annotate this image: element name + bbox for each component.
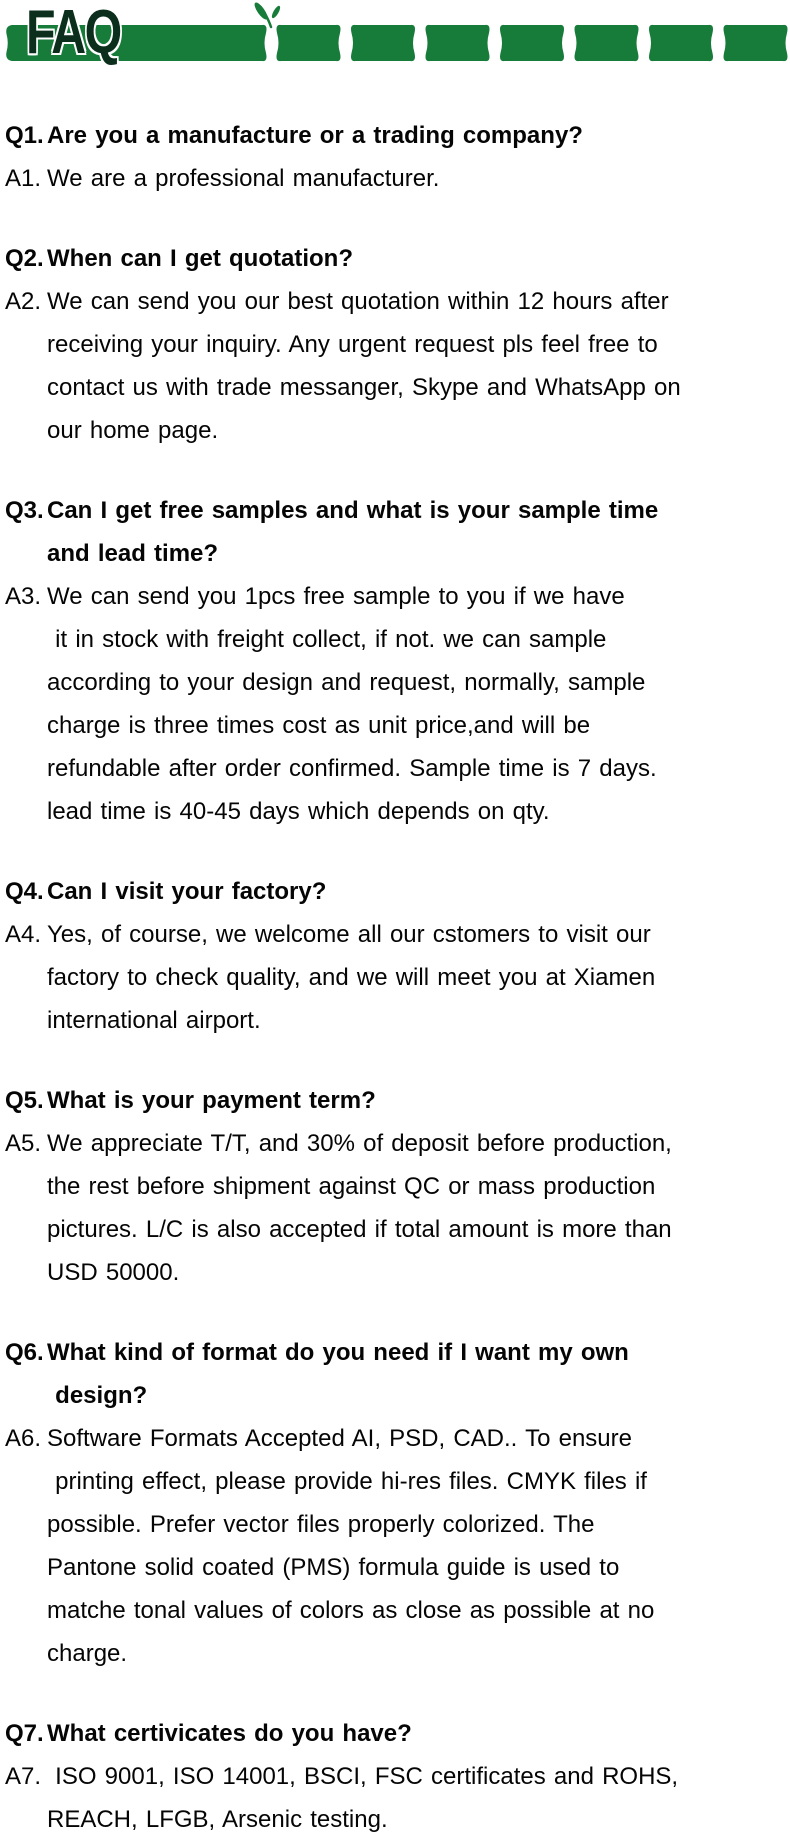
faq-answer bbox=[5, 157, 766, 200]
text-line: Yes, of course, we welcome all our cstomers to visit our bbox=[47, 921, 651, 948]
answer-label: A1. bbox=[5, 165, 42, 192]
faq-question bbox=[5, 237, 766, 280]
bamboo-segment bbox=[426, 25, 490, 61]
text-line: Software Formats Accepted AI, PSD, CAD.. To ensure bbox=[47, 1425, 632, 1452]
bamboo-segment bbox=[724, 25, 788, 61]
text-line: international airport. bbox=[47, 1007, 261, 1034]
text-line: possible. Prefer vector files properly colorized. The bbox=[47, 1511, 595, 1538]
bamboo-segment bbox=[575, 25, 639, 61]
faq-header bbox=[0, 0, 790, 70]
text-line: receiving your inquiry. Any urgent request pls feel free to bbox=[47, 331, 658, 358]
text-line: USD 50000. bbox=[47, 1259, 180, 1286]
text-line: factory to check quality, and we will meet you at Xiamen bbox=[47, 964, 656, 991]
text-line: design? bbox=[47, 1382, 148, 1409]
answer-text bbox=[47, 157, 766, 200]
answer-text bbox=[47, 1122, 766, 1294]
question-label: Q5. bbox=[5, 1087, 44, 1114]
text-line: pictures. L/C is also accepted if total amount is more than bbox=[47, 1216, 672, 1243]
faq-question bbox=[5, 489, 766, 575]
question-text bbox=[47, 1331, 766, 1417]
text-line: lead time is 40-45 days which depends on qty. bbox=[47, 798, 550, 825]
faq-answer bbox=[5, 575, 766, 833]
text-line: We can send you 1pcs free sample to you if we have bbox=[47, 583, 625, 610]
text-line: Can I get free samples and what is your sample time bbox=[47, 497, 659, 524]
answer-label: A2. bbox=[5, 288, 42, 315]
answer-label: A4. bbox=[5, 921, 42, 948]
text-line: contact us with trade messanger, Skype and WhatsApp on bbox=[47, 374, 681, 401]
answer-label: A6. bbox=[5, 1425, 42, 1452]
answer-text bbox=[47, 1755, 766, 1841]
faq-item bbox=[5, 1331, 766, 1675]
question-text bbox=[47, 1079, 766, 1122]
text-line: When can I get quotation? bbox=[47, 245, 353, 272]
faq-title: FAQ bbox=[26, 0, 121, 67]
faq-answer bbox=[5, 1755, 766, 1841]
faq-item bbox=[5, 1079, 766, 1294]
faq-question bbox=[5, 1712, 766, 1755]
faq-list bbox=[0, 114, 790, 1841]
faq-question bbox=[5, 870, 766, 913]
bamboo-segment bbox=[277, 25, 341, 61]
answer-text bbox=[47, 913, 766, 1042]
text-line: We are a professional manufacturer. bbox=[47, 165, 440, 192]
bamboo-leaf-icon bbox=[252, 1, 281, 27]
text-line: printing effect, please provide hi-res files. CMYK files if bbox=[47, 1468, 647, 1495]
text-line: ISO 9001, ISO 14001, BSCI, FSC certificates and ROHS, bbox=[47, 1763, 679, 1790]
text-line: Can I visit your factory? bbox=[47, 878, 327, 905]
bamboo-segment bbox=[351, 25, 415, 61]
faq-answer bbox=[5, 1417, 766, 1675]
question-label: Q6. bbox=[5, 1339, 44, 1366]
bamboo-segment bbox=[500, 25, 564, 61]
question-text bbox=[47, 237, 766, 280]
text-line: it in stock with freight collect, if not. we can sample bbox=[47, 626, 607, 653]
question-label: Q4. bbox=[5, 878, 44, 905]
text-line: Are you a manufacture or a trading company? bbox=[47, 122, 583, 149]
answer-text bbox=[47, 280, 766, 452]
faq-answer bbox=[5, 913, 766, 1042]
faq-item bbox=[5, 1712, 766, 1841]
answer-label: A3. bbox=[5, 583, 42, 610]
text-line: What is your payment term? bbox=[47, 1087, 376, 1114]
text-line: What kind of format do you need if I want my own bbox=[47, 1339, 629, 1366]
question-text bbox=[47, 1712, 766, 1755]
faq-answer bbox=[5, 1122, 766, 1294]
answer-text bbox=[47, 1417, 766, 1675]
text-line: refundable after order confirmed. Sample time is 7 days. bbox=[47, 755, 657, 782]
question-text bbox=[47, 870, 766, 913]
faq-question bbox=[5, 114, 766, 157]
question-text bbox=[47, 114, 766, 157]
question-label: Q2. bbox=[5, 245, 44, 272]
answer-label: A7. bbox=[5, 1763, 42, 1790]
answer-text bbox=[47, 575, 766, 833]
text-line: charge. bbox=[47, 1640, 128, 1667]
faq-question bbox=[5, 1331, 766, 1417]
question-label: Q3. bbox=[5, 497, 44, 524]
text-line: according to your design and request, normally, sample bbox=[47, 669, 646, 696]
text-line: We appreciate T/T, and 30% of deposit before production, bbox=[47, 1130, 672, 1157]
text-line: our home page. bbox=[47, 417, 219, 444]
text-line: matche tonal values of colors as close as possible at no bbox=[47, 1597, 655, 1624]
text-line: the rest before shipment against QC or mass production bbox=[47, 1173, 656, 1200]
faq-question bbox=[5, 1079, 766, 1122]
answer-label: A5. bbox=[5, 1130, 42, 1157]
text-line: REACH, LFGB, Arsenic testing. bbox=[47, 1806, 388, 1833]
text-line: What certivicates do you have? bbox=[47, 1720, 412, 1747]
faq-item bbox=[5, 237, 766, 452]
faq-answer bbox=[5, 280, 766, 452]
question-text bbox=[47, 489, 766, 575]
text-line: and lead time? bbox=[47, 540, 219, 567]
faq-item bbox=[5, 870, 766, 1042]
faq-item bbox=[5, 114, 766, 200]
text-line: We can send you our best quotation within 12 hours after bbox=[47, 288, 669, 315]
text-line: Pantone solid coated (PMS) formula guide is used to bbox=[47, 1554, 620, 1581]
question-label: Q1. bbox=[5, 122, 44, 149]
text-line: charge is three times cost as unit price,and will be bbox=[47, 712, 591, 739]
bamboo-segment bbox=[649, 25, 713, 61]
question-label: Q7. bbox=[5, 1720, 44, 1747]
faq-item bbox=[5, 489, 766, 833]
